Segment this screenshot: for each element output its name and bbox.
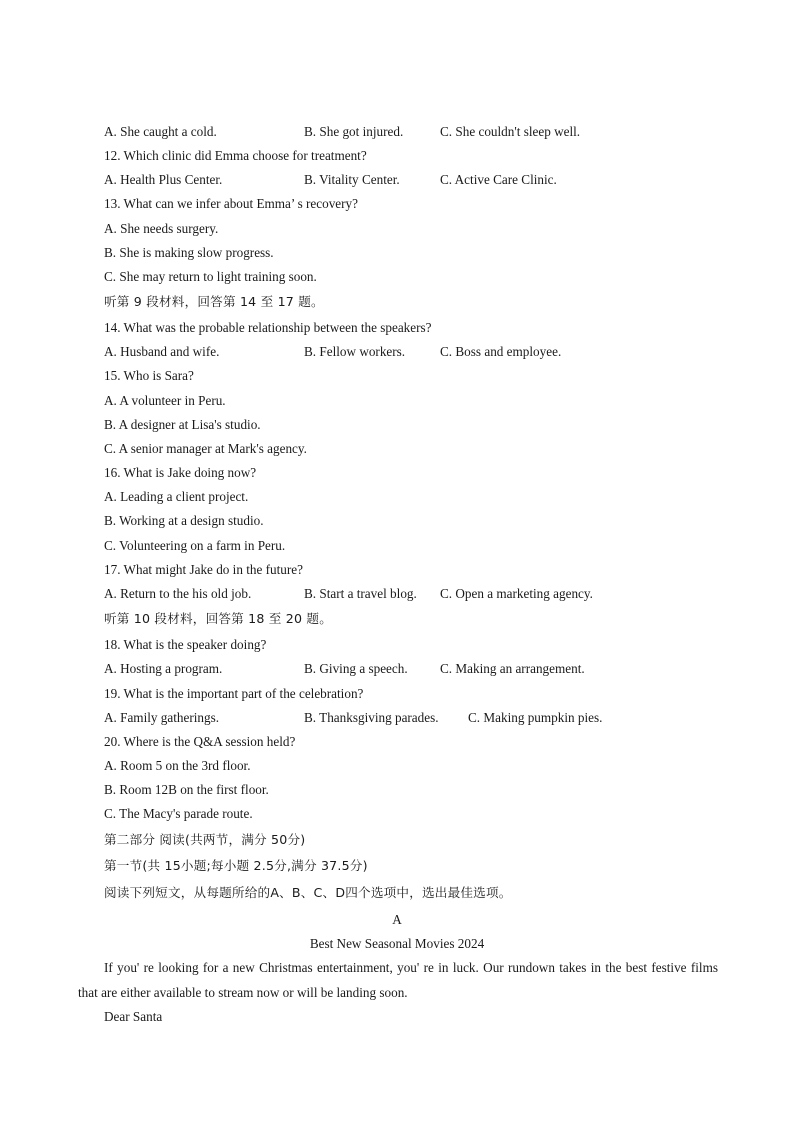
part-2-heading: 第二部分 阅读(共两节，满分 50分) bbox=[104, 832, 306, 847]
q12-stem: 12. Which clinic did Emma choose for treatment? bbox=[104, 148, 367, 163]
q11-option-c: C. She couldn't sleep well. bbox=[440, 124, 581, 139]
q12-options bbox=[104, 170, 754, 190]
q14-stem: 14. What was the probable relationship between the speakers? bbox=[104, 320, 432, 335]
q15-stem: 15. Who is Sara? bbox=[104, 368, 194, 383]
q12-option-a: A. Health Plus Center. bbox=[104, 172, 223, 187]
q15-option-a: A. A volunteer in Peru. bbox=[104, 393, 226, 408]
q14-options bbox=[104, 342, 754, 362]
q17-option-b: B. Start a travel blog. bbox=[304, 586, 417, 601]
q18-option-a: A. Hosting a program. bbox=[104, 661, 223, 676]
reading-instruction: 阅读下列短文，从每题所给的A、B、C、D四个选项中，选出最佳选项。 bbox=[104, 885, 512, 900]
q13-option-b: B. She is making slow progress. bbox=[104, 245, 274, 260]
passage-letter: A bbox=[392, 912, 402, 927]
q13-stem: 13. What can we infer about Emma’ s recovery? bbox=[104, 196, 358, 211]
q20-option-b: B. Room 12B on the first floor. bbox=[104, 782, 269, 797]
q18-stem: 18. What is the speaker doing? bbox=[104, 637, 267, 652]
q14-option-c: C. Boss and employee. bbox=[440, 344, 562, 359]
q12-option-c: C. Active Care Clinic. bbox=[440, 172, 557, 187]
q20-option-a: A. Room 5 on the 3rd floor. bbox=[104, 758, 251, 773]
q18-option-c: C. Making an arrangement. bbox=[440, 661, 585, 676]
part-2-section-1-heading: 第一节(共 15小题;每小题 2.5分,满分 37.5分) bbox=[104, 858, 368, 873]
passage-paragraph-1: If you' re looking for a new Christmas entertainment, you' re in luck. Our rundown takes in the best festive films that are either available to stream now or will be landing soon. bbox=[78, 960, 718, 1000]
q16-stem: 16. What is Jake doing now? bbox=[104, 465, 257, 480]
q12-option-b: B. Vitality Center. bbox=[304, 172, 400, 187]
q16-option-a: A. Leading a client project. bbox=[104, 489, 249, 504]
q19-option-a: A. Family gatherings. bbox=[104, 710, 220, 725]
q19-option-b: B. Thanksgiving parades. bbox=[304, 710, 439, 725]
q18-option-b: B. Giving a speech. bbox=[304, 661, 408, 676]
section-9-heading: 听第 9 段材料，回答第 14 至 17 题。 bbox=[104, 294, 324, 309]
q11-option-a: A. She caught a cold. bbox=[104, 124, 217, 139]
q16-option-b: B. Working at a design studio. bbox=[104, 513, 264, 528]
q19-option-c: C. Making pumpkin pies. bbox=[468, 710, 603, 725]
q17-option-c: C. Open a marketing agency. bbox=[440, 586, 593, 601]
q11-options bbox=[104, 122, 754, 142]
q17-option-a: A. Return to the his old job. bbox=[104, 586, 252, 601]
q17-options bbox=[104, 584, 754, 604]
q11-option-b: B. She got injured. bbox=[304, 124, 404, 139]
q14-option-a: A. Husband and wife. bbox=[104, 344, 220, 359]
q15-option-b: B. A designer at Lisa's studio. bbox=[104, 417, 261, 432]
q18-options bbox=[104, 659, 754, 679]
q19-stem: 19. What is the important part of the celebration? bbox=[104, 686, 364, 701]
q20-option-c: C. The Macy's parade route. bbox=[104, 806, 253, 821]
passage-subheading-dear-santa: Dear Santa bbox=[104, 1009, 163, 1024]
q13-option-a: A. She needs surgery. bbox=[104, 221, 219, 236]
section-10-heading: 听第 10 段材料，回答第 18 至 20 题。 bbox=[104, 611, 333, 626]
q13-option-c: C. She may return to light training soon. bbox=[104, 269, 317, 284]
q14-option-b: B. Fellow workers. bbox=[304, 344, 406, 359]
q20-stem: 20. Where is the Q&A session held? bbox=[104, 734, 296, 749]
q15-option-c: C. A senior manager at Mark's agency. bbox=[104, 441, 307, 456]
q19-options bbox=[104, 708, 754, 728]
passage-title: Best New Seasonal Movies 2024 bbox=[309, 936, 485, 951]
q16-option-c: C. Volunteering on a farm in Peru. bbox=[104, 538, 286, 553]
q17-stem: 17. What might Jake do in the future? bbox=[104, 562, 303, 577]
